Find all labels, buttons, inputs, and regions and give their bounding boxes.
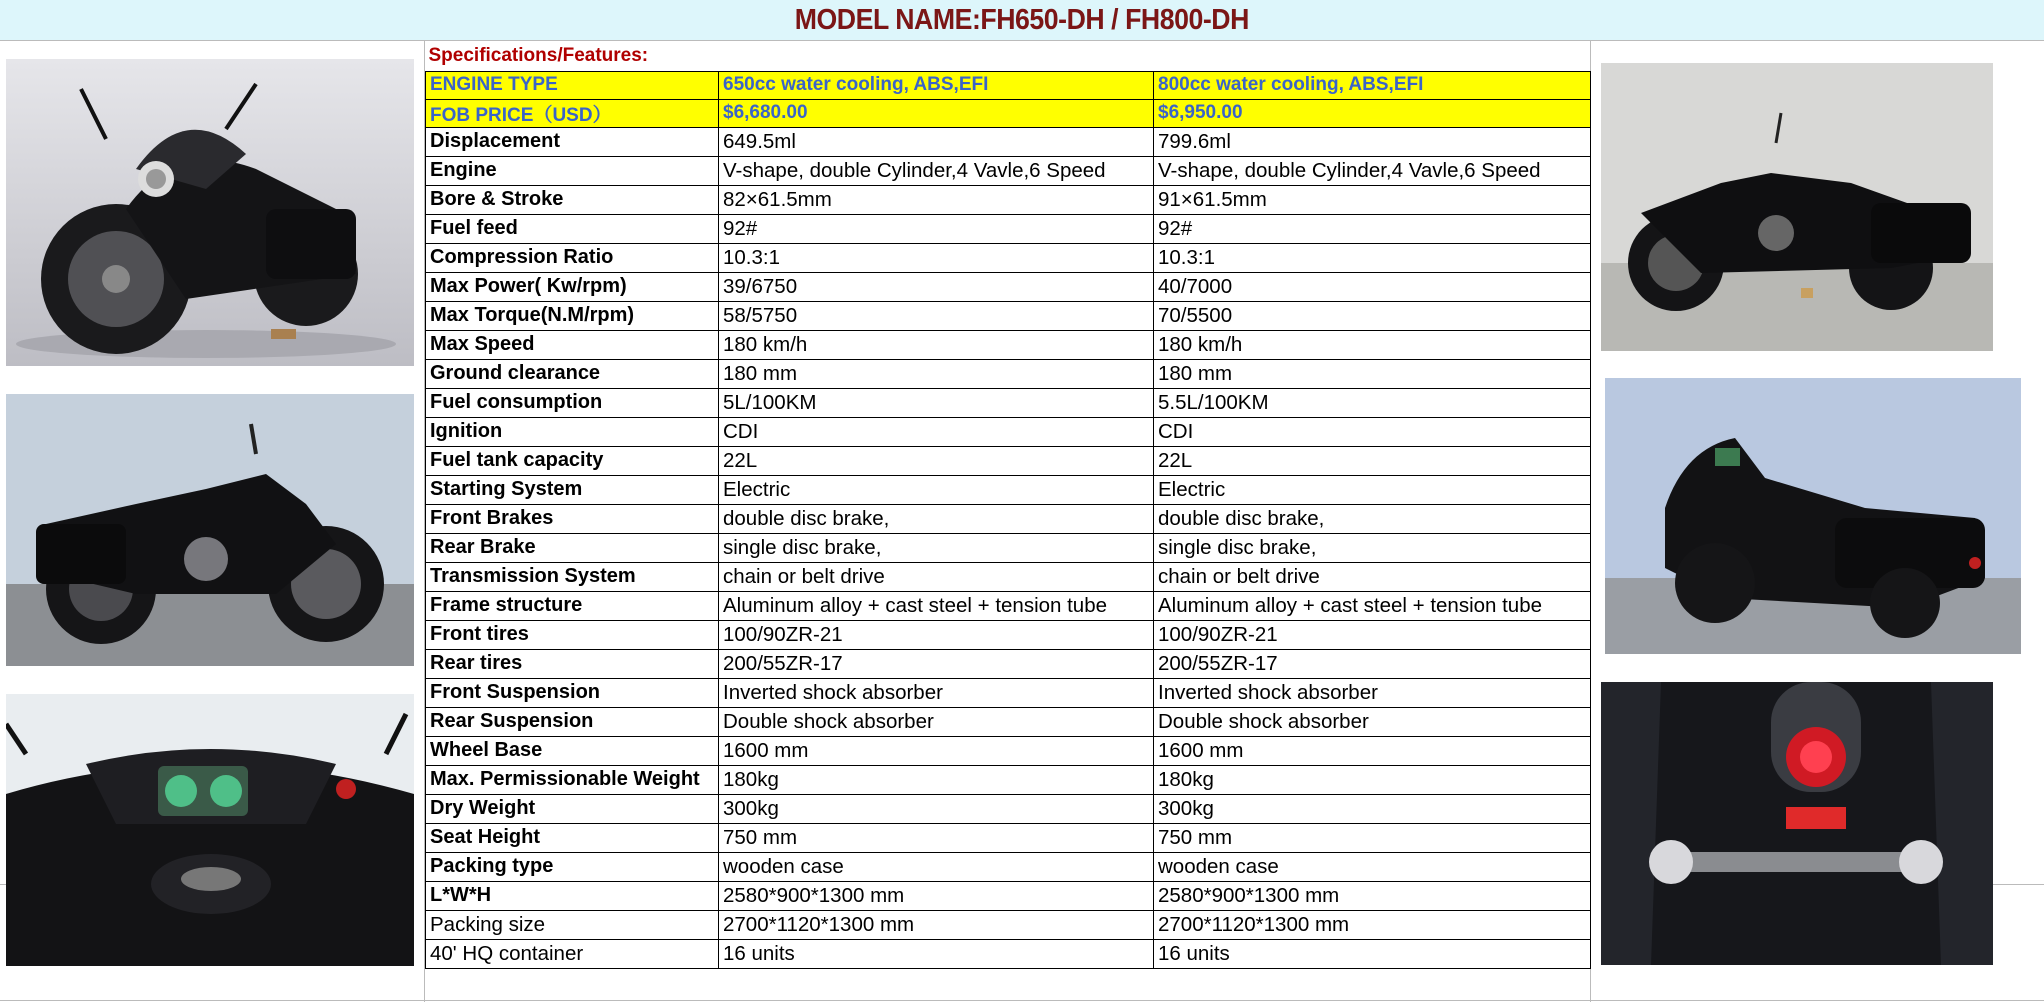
spec-value-fh650: 180kg — [719, 765, 1154, 794]
spec-value-fh800: 40/7000 — [1154, 272, 1591, 301]
spec-label: Front Brakes — [426, 504, 719, 533]
spec-label: Fuel consumption — [426, 388, 719, 417]
spec-row — [426, 156, 1591, 185]
spec-row — [426, 185, 1591, 214]
spec-value-fh800: 300kg — [1154, 794, 1591, 823]
spec-label: Seat Height — [426, 823, 719, 852]
spec-value-fh650: 100/90ZR-21 — [719, 620, 1154, 649]
spec-label: Frame structure — [426, 591, 719, 620]
spec-value-fh650: 649.5ml — [719, 127, 1154, 156]
spec-value-fh800: 10.3:1 — [1154, 243, 1591, 272]
spec-label: Packing type — [426, 852, 719, 881]
spec-label: Rear tires — [426, 649, 719, 678]
highlight-row — [426, 99, 1591, 127]
spec-row — [426, 475, 1591, 504]
spec-value-fh650: 180 mm — [719, 359, 1154, 388]
spec-row — [426, 417, 1591, 446]
spec-value-fh650: 750 mm — [719, 823, 1154, 852]
spec-label: Bore & Stroke — [426, 185, 719, 214]
spec-value-fh800: V-shape, double Cylinder,4 Vavle,6 Speed — [1154, 156, 1591, 185]
spec-row — [426, 446, 1591, 475]
spec-label: 40' HQ container — [426, 939, 719, 968]
photo-dashboard-view — [6, 694, 414, 966]
spec-label: Dry Weight — [426, 794, 719, 823]
highlight-row — [426, 71, 1591, 99]
spec-label: Ground clearance — [426, 359, 719, 388]
spec-row — [426, 533, 1591, 562]
spec-value-fh650: CDI — [719, 417, 1154, 446]
spec-value-fh800: chain or belt drive — [1154, 562, 1591, 591]
page-title: MODEL NAME:FH650-DH / FH800-DH — [794, 3, 1250, 36]
spec-table — [425, 41, 1591, 969]
spec-value-fh800: 70/5500 — [1154, 301, 1591, 330]
spec-label: Max. Permissionable Weight — [426, 765, 719, 794]
spec-value-fh650: Electric — [719, 475, 1154, 504]
spec-label: Ignition — [426, 417, 719, 446]
spec-label: Max Speed — [426, 330, 719, 359]
spec-row — [426, 881, 1591, 910]
spec-row — [426, 301, 1591, 330]
spec-row — [426, 359, 1591, 388]
spec-value-fh800: wooden case — [1154, 852, 1591, 881]
spec-value-fh800: 100/90ZR-21 — [1154, 620, 1591, 649]
spec-row — [426, 765, 1591, 794]
spec-value-fh800: 180kg — [1154, 765, 1591, 794]
spec-row — [426, 388, 1591, 417]
spec-row — [426, 504, 1591, 533]
spec-value-fh800: 750 mm — [1154, 823, 1591, 852]
spec-value-fh650: single disc brake, — [719, 533, 1154, 562]
spec-value-fh650: 1600 mm — [719, 736, 1154, 765]
spec-value-fh800: 16 units — [1154, 939, 1591, 968]
spec-value-fh800: double disc brake, — [1154, 504, 1591, 533]
spec-value-fh800: Double shock absorber — [1154, 707, 1591, 736]
spec-label: Max Power( Kw/rpm) — [426, 272, 719, 301]
spec-label: Rear Brake — [426, 533, 719, 562]
spec-label: ENGINE TYPE — [426, 71, 719, 99]
spec-value-fh800: CDI — [1154, 417, 1591, 446]
spec-label: Fuel feed — [426, 214, 719, 243]
spec-label: Starting System — [426, 475, 719, 504]
spec-row — [426, 649, 1591, 678]
spec-row — [426, 243, 1591, 272]
spec-row — [426, 910, 1591, 939]
spec-label: Compression Ratio — [426, 243, 719, 272]
spec-value-fh800: 2700*1120*1300 mm — [1154, 910, 1591, 939]
section-label: Specifications/Features: — [428, 44, 649, 66]
spec-row — [426, 591, 1591, 620]
spec-row — [426, 272, 1591, 301]
spec-value-fh800: 180 mm — [1154, 359, 1591, 388]
grid-line — [0, 1000, 2044, 1001]
spec-label: Engine — [426, 156, 719, 185]
spec-value-fh650: 180 km/h — [719, 330, 1154, 359]
spec-value-fh650: 300kg — [719, 794, 1154, 823]
spec-value-fh800: 1600 mm — [1154, 736, 1591, 765]
spec-value-fh650: double disc brake, — [719, 504, 1154, 533]
spec-value-fh800: single disc brake, — [1154, 533, 1591, 562]
spec-value-fh650: chain or belt drive — [719, 562, 1154, 591]
spec-value-fh650: wooden case — [719, 852, 1154, 881]
spec-value-fh650: 39/6750 — [719, 272, 1154, 301]
spec-label: Fuel tank capacity — [426, 446, 719, 475]
photo-side-view-left — [6, 394, 414, 666]
spec-value-fh650: 58/5750 — [719, 301, 1154, 330]
spec-value-fh800: 5.5L/100KM — [1154, 388, 1591, 417]
spec-row — [426, 330, 1591, 359]
spec-value-fh650: 92# — [719, 214, 1154, 243]
spec-label: Max Torque(N.M/rpm) — [426, 301, 719, 330]
spec-value-fh800: 2580*900*1300 mm — [1154, 881, 1591, 910]
spec-value-fh650: 82×61.5mm — [719, 185, 1154, 214]
spec-value-fh800: 799.6ml — [1154, 127, 1591, 156]
spec-row — [426, 939, 1591, 968]
spec-value-fh650: 200/55ZR-17 — [719, 649, 1154, 678]
spec-value-fh800: 200/55ZR-17 — [1154, 649, 1591, 678]
spec-value-fh800: Aluminum alloy + cast steel + tension tube — [1154, 591, 1591, 620]
spec-row — [426, 794, 1591, 823]
spec-label: Front tires — [426, 620, 719, 649]
photo-side-view-right — [1601, 63, 1993, 351]
photo-tail-light-detail — [1601, 682, 1993, 965]
spec-value-fh800: 800cc water cooling, ABS,EFI — [1154, 71, 1591, 99]
spec-label: Front Suspension — [426, 678, 719, 707]
spec-value-fh650: Double shock absorber — [719, 707, 1154, 736]
spec-row — [426, 127, 1591, 156]
spec-label: Transmission System — [426, 562, 719, 591]
spec-value-fh800: Electric — [1154, 475, 1591, 504]
spec-value-fh650: 2580*900*1300 mm — [719, 881, 1154, 910]
spec-value-fh800: $6,950.00 — [1154, 99, 1591, 127]
spec-value-fh800: Inverted shock absorber — [1154, 678, 1591, 707]
section-header-row — [426, 41, 1591, 71]
spec-row — [426, 707, 1591, 736]
spec-value-fh800: 22L — [1154, 446, 1591, 475]
spec-value-fh650: 22L — [719, 446, 1154, 475]
spec-value-fh650: $6,680.00 — [719, 99, 1154, 127]
spec-row — [426, 736, 1591, 765]
spec-row — [426, 562, 1591, 591]
spec-value-fh650: 2700*1120*1300 mm — [719, 910, 1154, 939]
spec-label: Wheel Base — [426, 736, 719, 765]
spec-row — [426, 214, 1591, 243]
spec-value-fh650: V-shape, double Cylinder,4 Vavle,6 Speed — [719, 156, 1154, 185]
spec-label: Packing size — [426, 910, 719, 939]
spec-row — [426, 852, 1591, 881]
spec-row — [426, 678, 1591, 707]
spec-value-fh650: Aluminum alloy + cast steel + tension tube — [719, 591, 1154, 620]
spec-value-fh650: 5L/100KM — [719, 388, 1154, 417]
spec-label: FOB PRICE（USD） — [426, 99, 719, 127]
photo-rear-three-quarter-view — [1605, 378, 2021, 654]
spec-value-fh800: 180 km/h — [1154, 330, 1591, 359]
spec-value-fh650: 16 units — [719, 939, 1154, 968]
spec-row — [426, 823, 1591, 852]
spec-value-fh800: 91×61.5mm — [1154, 185, 1591, 214]
spec-value-fh650: 650cc water cooling, ABS,EFI — [719, 71, 1154, 99]
photo-front-left-view — [6, 59, 414, 366]
spec-value-fh800: 92# — [1154, 214, 1591, 243]
spec-label: Rear Suspension — [426, 707, 719, 736]
spec-value-fh650: 10.3:1 — [719, 243, 1154, 272]
spec-value-fh650: Inverted shock absorber — [719, 678, 1154, 707]
spec-label: Displacement — [426, 127, 719, 156]
spec-row — [426, 620, 1591, 649]
title-bar — [0, 0, 2044, 41]
spec-label: L*W*H — [426, 881, 719, 910]
